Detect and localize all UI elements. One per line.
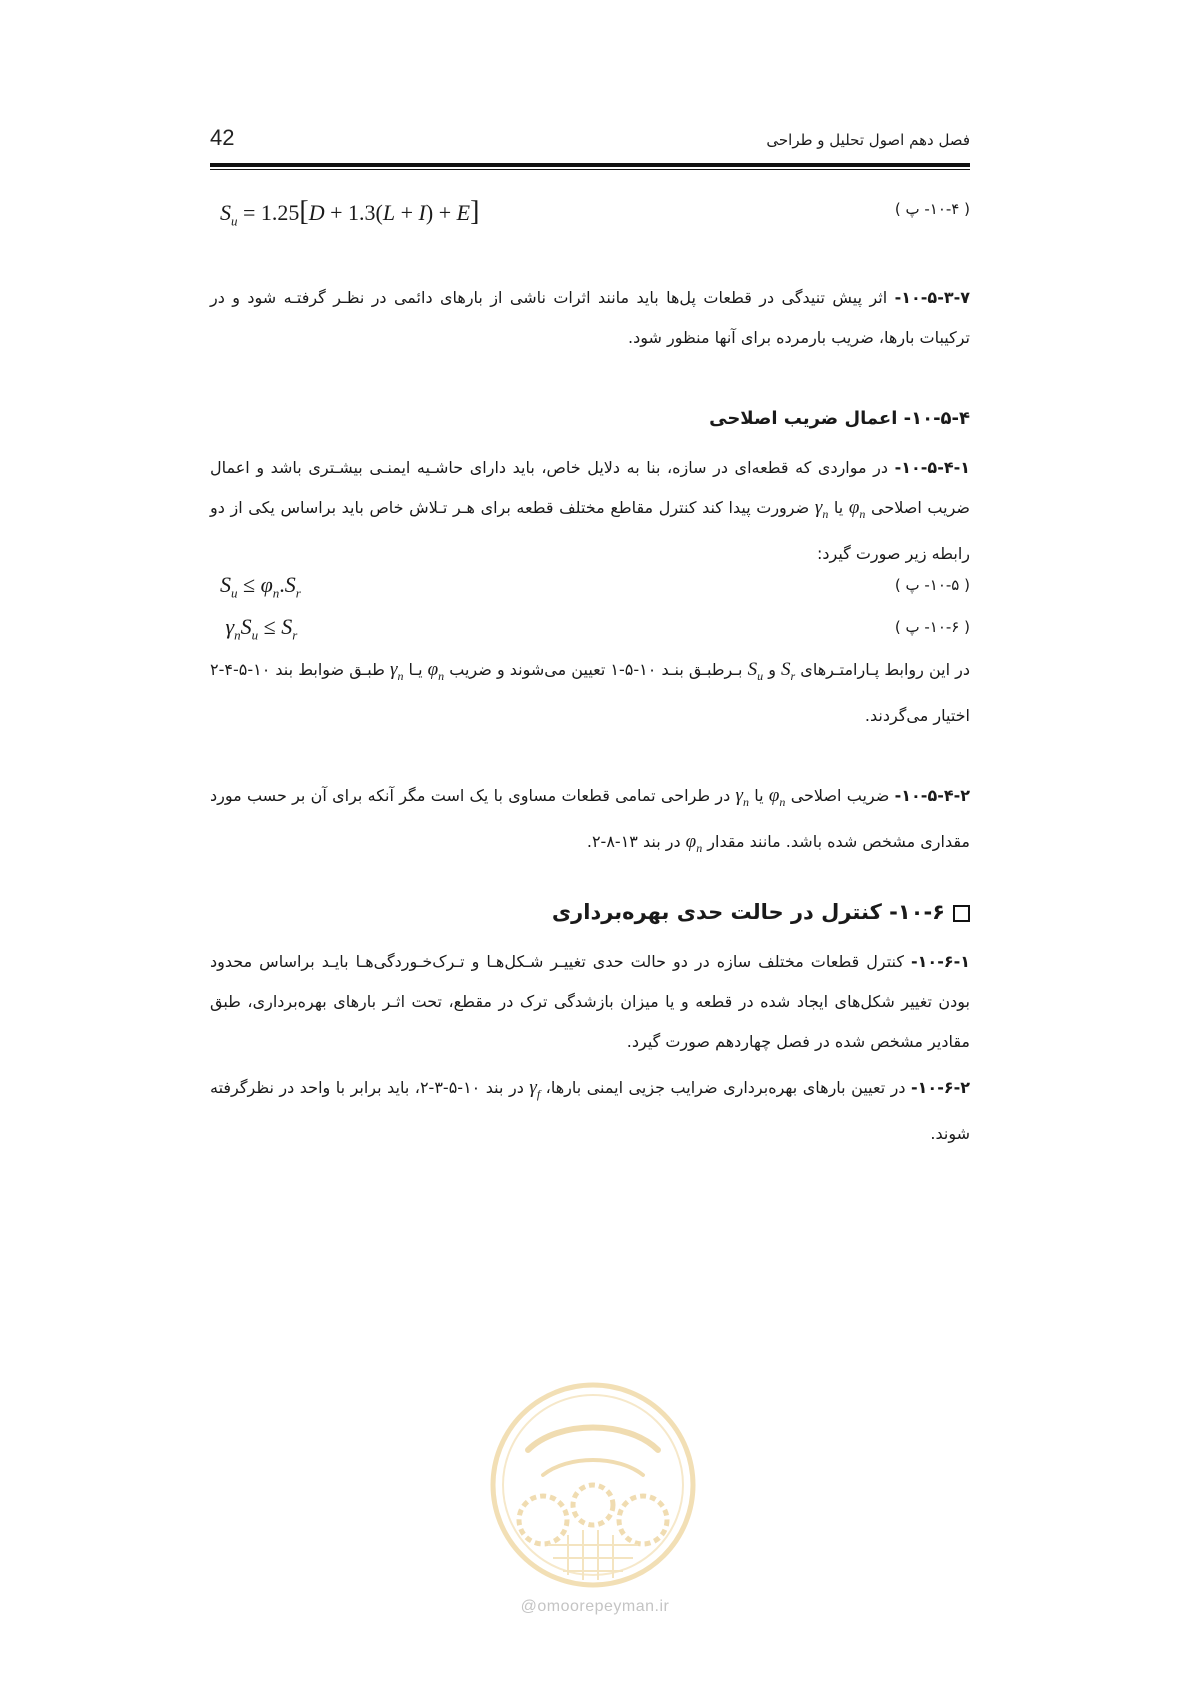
section-title: ۱۰-۶- کنترل در حالت حدی بهره‌برداری xyxy=(551,900,945,924)
phi-n-symbol: $\varphi_n$ xyxy=(848,497,866,521)
relations-text-part3: بـرطبـق بنـد ۱۰-۵-۱ تعیین می‌شوند و ضریب xyxy=(444,660,748,679)
s-u-symbol: $S_u$ xyxy=(747,659,764,683)
relations-text-part2: و xyxy=(763,660,782,679)
clause-text-part4: در بند ۱۳-۸-۲. xyxy=(586,831,686,851)
gamma-n-symbol: $\gamma_n$ xyxy=(814,497,829,521)
relations-paragraph xyxy=(210,650,970,736)
phi-n-symbol: $\varphi_n$ xyxy=(685,830,703,855)
section-heading-10-6 xyxy=(210,900,970,924)
clause-text: اثر پیش تنیدگی در قطعات پل‌ها باید مانند اثرات ناشی از بارهای دائمی در نظـر گرفتـه شود و در ترکیبات بارها، ضریب بارمرده برای آنها منظور شود. xyxy=(210,288,970,347)
relations-text-part4: یـا xyxy=(403,660,428,679)
page-header xyxy=(210,125,970,165)
header-rule-thin xyxy=(210,169,970,170)
clause-text-part2: یا xyxy=(828,498,849,517)
watermark-caption: @omoorepeyman.ir xyxy=(520,1598,670,1615)
equation-10-5 xyxy=(210,572,970,608)
equation-10-4-math: $S_u = 1.25[D + 1.3(L + I) + E]$ xyxy=(220,196,480,229)
relations-text-part5: طبـق ضوابط بند ۱۰-۵-۴-۲ اختیار می‌گردند. xyxy=(210,660,970,725)
clause-text-part1: در تعیین بارهای بهره‌برداری ضرایب جزیی ایمنی بارها، xyxy=(540,1078,912,1097)
clause-number: ۱۰-۵-۴-۱- xyxy=(894,458,970,477)
clause-10-6-1 xyxy=(210,942,970,1062)
clause-text-part2: در بند ۱۰-۵-۳-۲، باید برابر با واحد در نظرگرفته شوند. xyxy=(210,1078,970,1143)
gamma-n-symbol: $\gamma_n$ xyxy=(735,785,750,809)
clause-10-5-4-2 xyxy=(210,776,970,868)
chapter-title: فصل دهم اصول تحلیل و طراحی xyxy=(766,131,970,149)
s-r-symbol: $S_r$ xyxy=(781,659,796,683)
clause-text-part1: ضریب اصلاحی xyxy=(785,786,895,805)
section-checkbox-icon xyxy=(953,905,970,922)
equation-10-6 xyxy=(210,614,970,650)
phi-n-symbol: $\varphi_n$ xyxy=(768,785,786,809)
gamma-f-symbol: $\gamma_f$ xyxy=(529,1077,541,1101)
equation-10-6-math: $\gamma_nS_u \le S_r$ xyxy=(225,614,298,643)
clause-number: ۱۰-۵-۳-۷- xyxy=(894,288,970,307)
phi-n-symbol: $\varphi_n$ xyxy=(427,659,445,683)
clause-text-part1: در مواردی که قطعه‌ای در سازه، بنا به دلایل خاص، باید دارای حاشـیه ایمنـی بیشـتری باشد و اعمال ضریب اصلاحی xyxy=(210,458,971,517)
clause-number: ۱۰-۵-۴-۲- xyxy=(894,786,971,805)
relations-text-part1: در این روابط پـارامتـرهای xyxy=(795,660,971,679)
section-heading-10-5-4: ۱۰-۵-۴- اعمال ضریب اصلاحی xyxy=(709,408,970,429)
equation-10-5-math: $S_u \le \varphi_n.S_r$ xyxy=(220,572,301,601)
header-rule-thick xyxy=(210,163,970,167)
clause-text-part3: در طراحی تمامی قطعات مساوی با یک است مگر آنکه برای آن بر حسب مورد مقداری مشخص شده باشد. مانند مقدار xyxy=(210,786,970,851)
clause-text: کنترل قطعات مختلف سازه در دو حالت حدی تغییـر شـکل‌هـا و تـرک‌خـوردگی‌هـا بایـد براساس محدود بودن تغییر شکل‌های ایجاد شده در قطعه و یا میزان بازشدگی ترک در مقطع، تحت اثـر بارهای بهره‌برداری، طبق مقادیر مشخص شده در فصل چهاردهم صورت گیرد. xyxy=(210,952,970,1051)
equation-10-4-label: ( ۱۰-۴- پ ) xyxy=(894,200,970,218)
clause-text-part2: یا xyxy=(749,786,769,805)
clause-number: ۱۰-۶-۲- xyxy=(911,1078,970,1097)
equation-10-6-label: ( ۱۰-۶- پ ) xyxy=(894,618,970,636)
gamma-n-symbol: $\gamma_n$ xyxy=(389,659,404,683)
equation-10-4 xyxy=(210,196,970,232)
watermark-seal-icon xyxy=(488,1380,698,1590)
clause-text-part3: ضرورت پیدا کند کنترل مقاطع مختلف قطعه برای هـر تـلاش خاص باید براساس یکی از دو رابطه زیر صورت گیرد: xyxy=(210,498,970,563)
page-number: 42 xyxy=(210,125,235,150)
clause-10-5-3-7 xyxy=(210,278,970,358)
clause-number: ۱۰-۶-۱- xyxy=(911,952,970,971)
equation-10-5-label: ( ۱۰-۵- پ ) xyxy=(894,576,970,594)
clause-10-5-4-1 xyxy=(210,448,970,574)
clause-10-6-2 xyxy=(210,1068,970,1154)
